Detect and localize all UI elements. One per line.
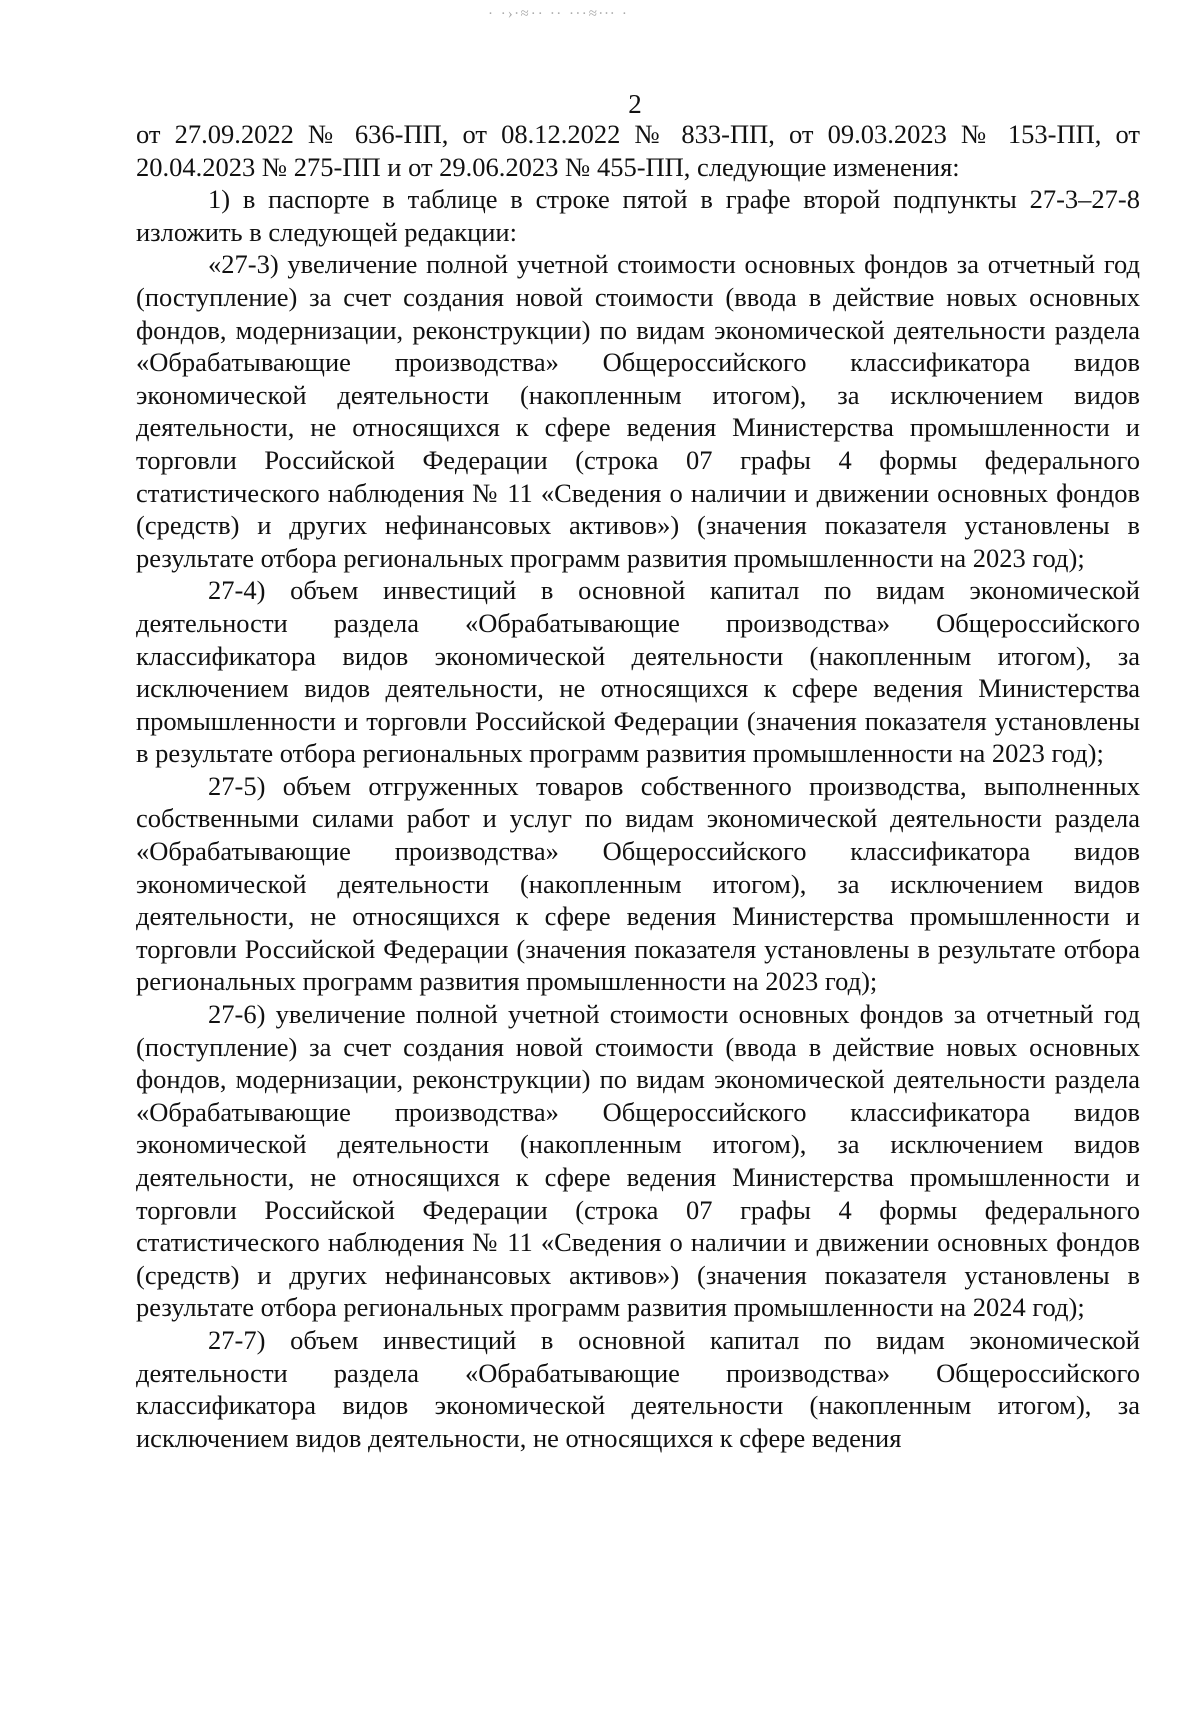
paragraph-27-6: 27-6) увеличение полной учетной стоимости основных фондов за отчетный год (поступление) за счет создания новой стоимости (ввода в действие новых основных фондов, модернизации, реконструкции) по видам экономической деятельности раздела «Обрабатывающие производства» Общероссийского классификатора видов экономической деятельности (накопленным итогом), за исключением видов деятельности, не относящихся к сфере ведения Министерства промышленности и торговли Российской Федерации (строка 07 графы 4 формы федерального статистического наблюдения № 11 «Сведения о наличии и движении основных фондов (средств) и других нефинансовых активов») (значения показателя установлены в результате отбора региональных программ развития промышленности на 2024 год); xyxy=(136,999,1140,1323)
paragraph-27-3: «27-3) увеличение полной учетной стоимости основных фондов за отчетный год (поступление) за счет создания новой стоимости (ввода в действие новых основных фондов, модернизации, реконструкции) по видам экономической деятельности раздела «Обрабатывающие производства» Общероссийского классификатора видов экономической деятельности (накопленным итогом), за исключением видов деятельности, не относящихся к сфере ведения Министерства промышленности и торговли Российской Федерации (строка 07 графы 4 формы федерального статистического наблюдения № 11 «Сведения о наличии и движении основных фондов (средств) и других нефинансовых активов») (значения показателя установлены в результате отбора региональных программ развития промышленности на 2023 год); xyxy=(136,249,1140,573)
document-body xyxy=(136,118,1140,1454)
paragraph-27-5: 27-5) объем отгруженных товаров собственного производства, выполненных собственными силами работ и услуг по видам экономической деятельности раздела «Обрабатывающие производства» Общероссийского классификатора видов экономической деятельности (накопленным итогом), за исключением видов деятельности, не относящихся к сфере ведения Министерства промышленности и торговли Российской Федерации (значения показателя установлены в результате отбора региональных программ развития промышленности на 2023 год); xyxy=(136,770,1140,997)
paragraph-item-1: 1) в паспорте в таблице в строке пятой в графе второй подпункты 27-3–27-8 изложить в следующей редакции: xyxy=(136,184,1140,247)
scan-header-noise: · ·›∙≈·· ∙· ·∙·≈∙∙∙ · xyxy=(488,6,629,22)
paragraph-amendment-dates: от 27.09.2022 № 636-ПП, от 08.12.2022 № 833-ПП, от 09.03.2023 № 153-ПП, от 20.04.2023 № 275-ПП и от 29.06.2023 № 455-ПП, следующие изменения: xyxy=(136,119,1140,182)
page-number: 2 xyxy=(628,89,642,119)
paragraph-27-4: 27-4) объем инвестиций в основной капитал по видам экономической деятельности раздела «Обрабатывающие производства» Общероссийского классификатора видов экономической деятельности (накопленным итогом), за исключением видов деятельности, не относящихся к сфере ведения Министерства промышленности и торговли Российской Федерации (значения показателя установлены в результате отбора региональных программ развития промышленности на 2023 год); xyxy=(136,575,1140,769)
paragraph-27-7: 27-7) объем инвестиций в основной капитал по видам экономической деятельности раздела «Обрабатывающие производства» Общероссийского классификатора видов экономической деятельности (накопленным итогом), за исключением видов деятельности, не относящихся к сфере ведения xyxy=(136,1324,1140,1453)
